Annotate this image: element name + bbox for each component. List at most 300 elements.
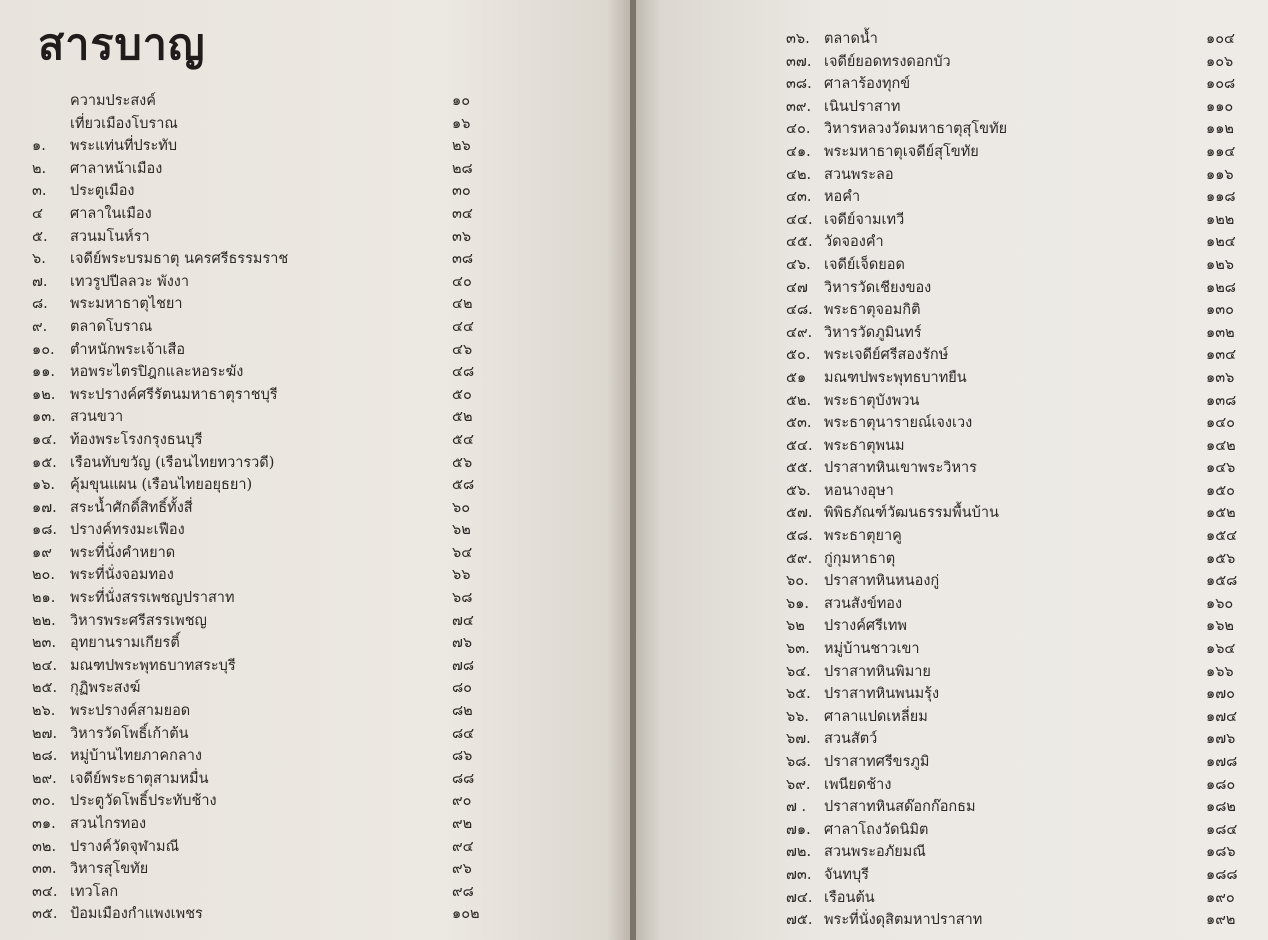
toc-entry	[32, 542, 502, 565]
entry-number: ๗.	[32, 273, 48, 290]
toc-entry	[786, 164, 1256, 187]
entry-title: คุ้มขุนแผน (เรือนไทยอยุธยา)	[70, 477, 253, 494]
entry-page-number: ๑๓๔	[1206, 347, 1237, 364]
toc-entry	[32, 587, 502, 610]
toc-entry	[786, 841, 1256, 864]
toc-entry	[786, 322, 1256, 345]
toc-entry	[786, 141, 1256, 164]
entry-page-number: ๔๘	[452, 364, 475, 381]
entry-title: สวนสังข์ทอง	[824, 595, 903, 612]
entry-title: ปราสาทศรีขรภูมิ	[824, 754, 930, 770]
toc-entry	[32, 745, 502, 768]
toc-entry	[786, 118, 1256, 141]
toc-entry	[786, 774, 1256, 797]
entry-page-number: ๑๓๐	[1206, 302, 1234, 319]
toc-entry	[32, 903, 502, 926]
entry-page-number: ๘๐	[452, 680, 473, 697]
entry-page-number: ๑๑๐	[1206, 98, 1234, 115]
entry-page-number: ๕๐	[452, 386, 472, 403]
toc-entry	[32, 452, 502, 475]
entry-number: ๔๗	[786, 279, 808, 296]
entry-title: พระธาตุนารายณ์เจงเวง	[824, 415, 973, 432]
entry-number: ๕๗.	[786, 505, 813, 522]
entry-number: ๑๐.	[32, 341, 55, 358]
entry-number: ๒๓.	[32, 635, 57, 652]
entry-title: กุฏิพระสงฆ์	[70, 680, 141, 697]
entry-number: ๕.	[32, 228, 48, 245]
entry-number: ๕๖.	[786, 482, 811, 499]
entry-page-number: ๑๙๐	[1206, 889, 1235, 906]
entry-number: ๓๙.	[786, 98, 812, 115]
entry-title: ศาลาในเมือง	[70, 205, 152, 222]
toc-entry	[786, 909, 1256, 932]
entry-number: ๓๐.	[32, 793, 56, 810]
entry-title: วิหารวัดโพธิ์เก้าต้น	[70, 725, 189, 742]
toc-entry	[786, 887, 1256, 910]
entry-page-number: ๔๔	[452, 318, 474, 335]
entry-number: ๓๒.	[32, 838, 57, 855]
entry-number: ๔๐.	[786, 121, 811, 138]
toc-entry	[786, 593, 1256, 616]
entry-number: ๑๔.	[32, 431, 57, 448]
right-page	[636, 0, 1268, 940]
entry-number: ๔๘.	[786, 302, 813, 319]
toc-entry	[32, 881, 502, 904]
toc-entry	[786, 728, 1256, 751]
entry-number: ๖๒	[786, 618, 805, 635]
entry-number: ๑๘.	[32, 522, 57, 539]
toc-entry	[786, 254, 1256, 277]
entry-page-number: ๑๘๖	[1206, 844, 1236, 861]
toc-entry	[32, 406, 502, 429]
entry-title: เจดีย์พระธาตุสามหมื่น	[70, 770, 209, 787]
entry-page-number: ๑๕๘	[1206, 573, 1238, 590]
entry-number: ๒๘.	[32, 748, 58, 765]
entry-title: อุทยานรามเกียรติ์	[70, 635, 180, 652]
entry-title: จันทบุรี	[824, 866, 869, 883]
entry-title: เจดีย์พระบรมธาตุ นครศรีธรรมราช	[70, 251, 289, 268]
entry-page-number: ๙๔	[452, 838, 474, 855]
left-page	[0, 0, 632, 940]
entry-number: ๗๔.	[786, 889, 813, 906]
entry-number: ๒๒.	[32, 612, 56, 629]
toc-entry	[32, 474, 502, 497]
entry-title: พระที่นั่งสรรเพชญปราสาท	[70, 590, 235, 607]
toc-entry	[786, 661, 1256, 684]
toc-entry	[786, 73, 1256, 96]
entry-page-number: ๙๖	[452, 861, 472, 878]
entry-title: ตลาดโบราณ	[70, 318, 153, 335]
entry-number: ๔๓.	[786, 189, 812, 206]
entry-page-number: ๖๒	[452, 522, 471, 539]
entry-title: มณฑปพระพุทธบาทยืน	[824, 369, 967, 386]
entry-title: หอคำ	[824, 189, 861, 206]
toc-entry	[32, 158, 502, 181]
entry-title: ประตูวัดโพธิ์ประทับช้าง	[70, 793, 217, 810]
entry-page-number: ๔๖	[452, 341, 473, 358]
toc-entry	[32, 293, 502, 316]
entry-number: ๓.	[32, 183, 47, 200]
entry-title: พระธาตุพนม	[824, 437, 905, 454]
entry-page-number: ๑๙๒	[1206, 912, 1236, 929]
entry-title: ปราสาทหินหนองกู่	[824, 573, 940, 590]
entry-page-number: ๙๐	[452, 793, 472, 810]
entry-number: ๖๓.	[786, 641, 810, 658]
entry-page-number: ๓๘	[452, 251, 474, 268]
toc-entry	[786, 480, 1256, 503]
entry-number: ๒๗.	[32, 725, 58, 742]
entry-page-number: ๕๖	[452, 454, 473, 471]
entry-number: ๒๔.	[32, 657, 58, 674]
toc-entry	[32, 226, 502, 249]
entry-number: ๓๓.	[32, 861, 57, 878]
entry-page-number: ๑๕๐	[1206, 482, 1236, 499]
toc-entry	[32, 497, 502, 520]
entry-number: ๖๘.	[786, 754, 811, 770]
entry-page-number: ๖๖	[452, 567, 471, 584]
entry-number: ๓๔.	[32, 883, 58, 900]
entry-page-number: ๑๗๐	[1206, 686, 1235, 703]
entry-page-number: ๑๐	[452, 93, 471, 109]
entry-title: ปราสาทหินพิมาย	[824, 663, 931, 680]
entry-page-number: ๙๒	[452, 816, 473, 832]
entry-number: ๒๙.	[32, 770, 57, 787]
toc-entry	[32, 836, 502, 859]
toc-entry	[786, 796, 1256, 819]
entry-title: สวนสัตว์	[824, 731, 878, 748]
entry-page-number: ๒๖	[452, 138, 471, 155]
entry-page-number: ๑๖	[452, 115, 471, 132]
entry-number: ๓๑.	[32, 816, 56, 832]
entry-title: พระที่นั่งจอมทอง	[70, 567, 174, 584]
toc-entry	[32, 339, 502, 362]
entry-number: ๖.	[32, 251, 46, 268]
entry-page-number: ๙๘	[452, 883, 474, 900]
toc-entry	[786, 570, 1256, 593]
toc-entry	[786, 28, 1256, 51]
entry-page-number: ๑๑๒	[1206, 121, 1234, 138]
entry-page-number: ๕๒	[452, 409, 473, 426]
entry-number: ๗๕.	[786, 912, 813, 929]
entry-number: ๓๖.	[786, 31, 810, 47]
entry-number: ๑๓.	[32, 409, 56, 426]
toc-entry	[786, 457, 1256, 480]
toc-entry	[786, 638, 1256, 661]
entry-page-number: ๑๐๘	[1206, 76, 1236, 93]
toc-entry	[786, 435, 1256, 458]
entry-number: ๕๘.	[786, 528, 813, 545]
entry-number: ๔๕.	[786, 234, 813, 251]
entry-title: วิหารวัดเชียงของ	[824, 279, 932, 296]
entry-number: ๑๑.	[32, 364, 56, 381]
entry-title: พระปรางค์ศรีรัตนมหาธาตุราชบุรี	[70, 386, 278, 403]
entry-number: ๖๐.	[786, 573, 809, 590]
entry-title: เทวโลก	[70, 883, 119, 900]
entry-page-number: ๑๔๖	[1206, 460, 1236, 477]
entry-number: ๔๙.	[786, 324, 813, 341]
entry-title: พระแท่นที่ประทับ	[70, 138, 178, 155]
toc-entry	[32, 700, 502, 723]
entry-page-number: ๗๖	[452, 635, 473, 652]
toc-entry	[786, 186, 1256, 209]
entry-title: เจดีย์เจ็ดยอด	[824, 256, 905, 273]
entry-title: เจดีย์ยอดทรงดอกบัว	[824, 53, 951, 70]
entry-title: วัดจองคำ	[824, 234, 884, 251]
toc-entry	[786, 412, 1256, 435]
entry-title: หอนางอุษา	[824, 482, 894, 499]
entry-title: ปรางค์ศรีเทพ	[824, 618, 907, 635]
entry-title: ศาลาแปดเหลี่ยม	[824, 708, 928, 725]
entry-page-number: ๑๖๐	[1206, 595, 1234, 612]
entry-title: พระธาตุยาคู	[824, 528, 902, 545]
entry-title: ปรางค์ทรงมะเฟือง	[70, 522, 185, 539]
entry-title: หอพระไตรปิฎกและหอระฆัง	[70, 364, 244, 381]
entry-title: สวนพระอภัยมณี	[824, 844, 926, 861]
entry-page-number: ๘๔	[452, 725, 475, 742]
entry-page-number: ๑๗๘	[1206, 754, 1238, 770]
toc-entry	[32, 180, 502, 203]
entry-title: ปราสาทหินสด๊อกก๊อกธม	[824, 799, 976, 816]
toc-entry	[32, 677, 502, 700]
entry-number: ๔๔.	[786, 211, 813, 228]
entry-number: ๗๑.	[786, 821, 811, 838]
entry-page-number: ๑๓๖	[1206, 369, 1235, 386]
entry-title: หมู่บ้านชาวเขา	[824, 641, 920, 658]
toc-entry	[32, 655, 502, 678]
entry-page-number: ๒๘	[452, 160, 473, 177]
entry-page-number: ๘๖	[452, 748, 473, 765]
toc-entry	[32, 519, 502, 542]
toc-entry	[786, 299, 1256, 322]
entry-page-number: ๑๘๐	[1206, 776, 1236, 793]
entry-page-number: ๓๔	[452, 205, 473, 222]
entry-number: ๑๒.	[32, 386, 56, 403]
entry-number: ๓๘.	[786, 76, 812, 93]
entry-number: ๕๐.	[786, 347, 811, 364]
entry-page-number: ๑๕๒	[1206, 505, 1236, 522]
toc-entry	[32, 790, 502, 813]
toc-entry	[786, 209, 1256, 232]
toc-entry	[32, 203, 502, 226]
toc-list-right	[786, 28, 1256, 932]
toc-entry	[786, 231, 1256, 254]
toc-entry	[32, 564, 502, 587]
toc-entry	[32, 90, 502, 113]
entry-page-number: ๑๒๔	[1206, 234, 1236, 251]
entry-number: ๑๙	[32, 544, 52, 561]
entry-page-number: ๕๘	[452, 477, 475, 494]
entry-page-number: ๑๖๒	[1206, 618, 1234, 635]
entry-title: วิหารพระศรีสรรเพชญ	[70, 612, 207, 629]
entry-page-number: ๖๘	[452, 590, 473, 607]
toc-entry	[32, 248, 502, 271]
entry-title: สวนมโนห์รา	[70, 228, 150, 245]
entry-number: ๘.	[32, 296, 48, 313]
entry-number: ๕๔.	[786, 437, 813, 454]
toc-entry	[786, 751, 1256, 774]
entry-number: ๒๑.	[32, 590, 56, 607]
entry-page-number: ๔๐	[452, 273, 472, 290]
entry-number: ๕๕.	[786, 460, 813, 477]
entry-number: ๔๑.	[786, 143, 811, 160]
entry-page-number: ๘๘	[452, 770, 475, 787]
toc-entry	[32, 429, 502, 452]
entry-number: ๔	[32, 205, 43, 222]
entry-number: ๖๔.	[786, 663, 811, 680]
toc-entry	[786, 615, 1256, 638]
toc-entry	[32, 858, 502, 881]
toc-entry	[786, 525, 1256, 548]
entry-number: ๕๙.	[786, 550, 813, 567]
entry-page-number: ๑๖๔	[1206, 641, 1236, 658]
toc-entry	[786, 683, 1256, 706]
entry-number: ๖๙.	[786, 776, 811, 793]
entry-page-number: ๓๖	[452, 228, 472, 245]
entry-number: ๗ .	[786, 799, 807, 816]
entry-title: ตำหนักพระเจ้าเสือ	[70, 341, 186, 358]
toc-entry	[786, 819, 1256, 842]
entry-title: พระเจดีย์ศรีสองรักษ์	[824, 347, 949, 364]
entry-title: วิหารวัดภูมินทร์	[824, 324, 922, 341]
entry-title: ศาลาร้องทุกข์	[824, 76, 911, 93]
toc-entry	[32, 632, 502, 655]
entry-page-number: ๑๕๔	[1206, 528, 1238, 545]
entry-page-number: ๔๒	[452, 296, 473, 313]
toc-entry	[32, 768, 502, 791]
entry-title: ศาลาโถงวัดนิมิต	[824, 821, 929, 838]
entry-page-number: ๑๑๘	[1206, 189, 1236, 206]
entry-page-number: ๑๕๖	[1206, 550, 1236, 567]
entry-page-number: ๑๐๔	[1206, 31, 1236, 47]
entry-title: ความประสงค์	[70, 93, 156, 109]
entry-title: ป้อมเมืองกำแพงเพชร	[70, 906, 203, 923]
toc-entry	[786, 864, 1256, 887]
entry-page-number: ๑๔๐	[1206, 415, 1236, 432]
toc-entry	[32, 813, 502, 836]
entry-page-number: ๑๐๒	[452, 906, 480, 923]
entry-title: สระน้ำศักดิ์สิทธิ์ทั้งสี่	[70, 499, 193, 516]
entry-title: พระมหาธาตุเจดีย์สุโขทัย	[824, 143, 979, 160]
entry-page-number: ๓๐	[452, 183, 471, 200]
entry-page-number: ๑๖๖	[1206, 663, 1234, 680]
entry-page-number: ๑๘๔	[1206, 821, 1238, 838]
entry-title: พระธาตุบังพวน	[824, 392, 920, 409]
toc-entry	[786, 367, 1256, 390]
entry-title: ปราสาทหินพนมรุ้ง	[824, 686, 940, 703]
entry-number: ๕๓.	[786, 415, 812, 432]
entry-page-number: ๘๒	[452, 703, 473, 720]
toc-entry	[32, 723, 502, 746]
entry-page-number: ๖๐	[452, 499, 471, 516]
entry-number: ๕๑	[786, 369, 807, 386]
entry-page-number: ๑๓๘	[1206, 392, 1237, 409]
entry-number: ๒๕.	[32, 680, 58, 697]
entry-number: ๖๖.	[786, 708, 810, 725]
entry-page-number: ๑๒๖	[1206, 256, 1234, 273]
toc-entry	[786, 96, 1256, 119]
entry-title: พระที่นั่งดุสิตมหาปราสาท	[824, 912, 983, 929]
entry-title: มณฑปพระพุทธบาทสระบุรี	[70, 657, 236, 674]
entry-page-number: ๑๔๒	[1206, 437, 1236, 454]
entry-number: ๖๗.	[786, 731, 811, 748]
entry-number: ๓๕.	[32, 906, 58, 923]
entry-number: ๖๕.	[786, 686, 811, 703]
entry-title: เพนียดช้าง	[824, 776, 892, 793]
entry-title: เรือนทับขวัญ (เรือนไทยทวารวดี)	[70, 454, 275, 471]
entry-title: สวนขวา	[70, 409, 124, 426]
entry-page-number: ๑๐๖	[1206, 53, 1234, 70]
toc-entry	[32, 610, 502, 633]
entry-title: ปรางค์วัดจุฬามณี	[70, 838, 180, 855]
entry-page-number: ๗๘	[452, 657, 475, 674]
entry-number: ๑.	[32, 138, 46, 155]
entry-title: เที่ยวเมืองโบราณ	[70, 115, 178, 132]
toc-entry	[32, 361, 502, 384]
entry-number: ๒.	[32, 160, 47, 177]
entry-title: เทวรูปปีลลวะ พังงา	[70, 273, 190, 290]
toc-entry	[786, 344, 1256, 367]
entry-title: พิพิธภัณฑ์วัฒนธรรมพื้นบ้าน	[824, 505, 999, 522]
entry-number: ๑๖.	[32, 477, 56, 494]
entry-page-number: ๑๗๔	[1206, 708, 1238, 725]
entry-title: พระธาตุจอมกิติ	[824, 302, 921, 319]
entry-number: ๖๑.	[786, 595, 810, 612]
entry-title: วิหารหลวงวัดมหาธาตุสุโขทัย	[824, 121, 1008, 138]
entry-title: พระมหาธาตุไชยา	[70, 296, 183, 313]
entry-page-number: ๗๔	[452, 612, 474, 629]
entry-number: ๔๖.	[786, 256, 811, 273]
entry-page-number: ๑๑๖	[1206, 166, 1234, 183]
entry-number: ๔๒.	[786, 166, 812, 183]
entry-page-number: ๑๘๘	[1206, 866, 1238, 883]
toc-entry	[786, 706, 1256, 729]
entry-title: สวนพระลอ	[824, 166, 894, 183]
toc-entry	[786, 548, 1256, 571]
toc-entry	[32, 316, 502, 339]
entry-number: ๑๗.	[32, 499, 57, 516]
page-title: สารบาญ	[38, 20, 206, 70]
entry-number: ๑๕.	[32, 454, 57, 471]
entry-page-number: ๑๑๔	[1206, 143, 1236, 160]
toc-entry	[786, 277, 1256, 300]
entry-title: กู่กุมหาธาตุ	[824, 550, 896, 567]
toc-entry	[786, 51, 1256, 74]
entry-title: หมู่บ้านไทยภาคกลาง	[70, 748, 203, 765]
entry-page-number: ๑๒๒	[1206, 211, 1235, 228]
entry-title: เจดีย์จามเทวี	[824, 211, 905, 228]
entry-page-number: ๕๔	[452, 431, 474, 448]
entry-number: ๒๖.	[32, 703, 56, 720]
entry-page-number: ๑๗๖	[1206, 731, 1236, 748]
entry-title: สวนไกรทอง	[70, 816, 147, 832]
entry-page-number: ๑๘๒	[1206, 799, 1236, 816]
entry-page-number: ๑๒๘	[1206, 279, 1236, 296]
entry-title: ประตูเมือง	[70, 183, 135, 200]
entry-number: ๗๒.	[786, 844, 812, 861]
entry-title: วิหารสุโขทัย	[70, 861, 149, 878]
entry-title: เรือนต้น	[824, 889, 875, 906]
toc-entry	[32, 271, 502, 294]
entry-number: ๒๐.	[32, 567, 56, 584]
entry-title: พระปรางค์สามยอด	[70, 703, 191, 720]
toc-entry	[32, 113, 502, 136]
entry-number: ๗๓.	[786, 866, 812, 883]
entry-title: เนินปราสาท	[824, 98, 901, 115]
entry-page-number: ๖๔	[452, 544, 473, 561]
entry-page-number: ๑๓๒	[1206, 324, 1235, 341]
entry-number: ๙.	[32, 318, 48, 335]
toc-entry	[32, 135, 502, 158]
